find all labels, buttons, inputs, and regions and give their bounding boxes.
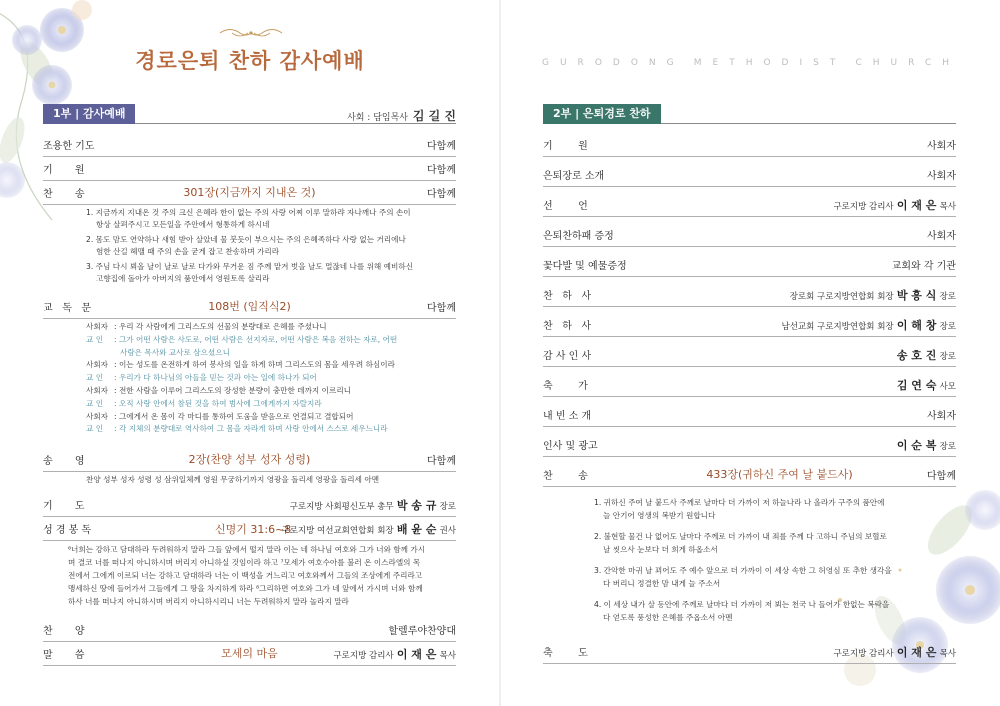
lyric-line: 4. 이 세상 내가 살 동안에 주께로 날마다 더 가까이 저 뵈는 천국 나 들어가 한없는 복락을 (594, 600, 890, 609)
lyric-line: 2. 불현할 물건 나 없어도 날마다 주께로 더 가까이 내 죄를 주께 다 고하니 주님의 보혈로 (594, 532, 887, 541)
row-label: 성 경 봉 독 (43, 525, 92, 536)
doxology-title: 2장(찬양 성부 성자 성령) (188, 453, 311, 466)
scripture-ref: 신명기 31:6~8 (215, 523, 292, 536)
row-prayer (43, 491, 456, 517)
row-label: 은퇴찬하패 증정 (543, 231, 614, 242)
row-label: 감 사 인 사 (543, 351, 592, 362)
hymn-title: 433장(귀하신 주여 날 붙드사) (706, 468, 853, 481)
row-label: 찬 하 사 (543, 291, 592, 302)
row-performer: 다함께 (427, 165, 456, 176)
part1-header (43, 104, 456, 124)
responsive-line: 사람은 목사와 교사로 삼으셨으니 (120, 347, 230, 357)
row-doxology (43, 446, 456, 472)
lyric-line: 다 얻도록 풍성한 은혜를 주옵소서 아멘 (603, 613, 733, 622)
responsive-line: 교 인 : 우리가 다 하나님의 아들을 믿는 것과 아는 일에 하나가 되어 (86, 373, 317, 383)
lyric-line: 고향집에 돌아가 아버지의 품안에서 영원토록 살리라 (96, 274, 270, 283)
title-ornament (218, 25, 284, 39)
row-label: 찬 송 (43, 189, 85, 200)
row-performer: 김 연 숙 사모 (896, 379, 956, 392)
row-label: 내 빈 소 개 (543, 411, 592, 422)
row-label: 송 영 (43, 456, 85, 467)
row-label: 인사 및 광고 (543, 441, 598, 452)
row-label: 찬 송 (543, 471, 588, 482)
row-performer: 구로지방 감리사 이 재 은 목사 (833, 646, 956, 659)
lyric-line: 늘 안기어 영생의 복받기 원합니다 (603, 511, 716, 520)
row-performer: 구로지방 여선교회연합회 회장 배 윤 순 권사 (281, 523, 456, 536)
verse-line: 전에서 그에게 이르되 너는 강하고 담대하라 너는 이 백성을 거느리고 여호와께서 그들의 조상에게 주리라고 (68, 571, 423, 580)
hymn-lyrics (86, 207, 426, 285)
sermon-title: 모세의 마음 (221, 647, 278, 660)
row-performer: 구로지방 감리사 이 재 은 목사 (333, 648, 456, 661)
row-hymn (543, 461, 956, 487)
lyric-line: 항상 살펴주시고 모든일을 주안에서 형통하게 하시네 (96, 220, 270, 229)
lyric-line: 험한 산길 헤맬 때 주의 손을 굳게 잡고 찬송하며 가리라 (96, 247, 280, 256)
lyric-line: 날 씻으사 눈보다 더 희게 하옵소서 (603, 545, 718, 554)
row-label: 교 독 문 (43, 303, 92, 314)
row-congratulation-1 (543, 281, 956, 307)
lyric-line: 1. 지금까지 지내온 것 주의 크신 은혜라 한이 없는 주의 사랑 어찌 이루 말하랴 자나깨나 주의 손이 (86, 208, 411, 217)
responsive-line: 사회자 : 그에게서 온 몸이 각 마디를 통하여 도움을 받음으로 연결되고 결합되어 (86, 411, 354, 421)
row-label: 선 언 (543, 201, 588, 212)
verse-line: 하사 너를 떠나지 아니하시며 버리지 아니하시리니 너는 두려워하지 말라 놀라지 말라 (68, 597, 349, 606)
responsive-line: 교 인 : 오직 사랑 안에서 참된 것을 하여 범사에 그에게까지 자랄지라 (86, 398, 322, 408)
church-word: GURODONG (542, 58, 685, 68)
row-scripture (43, 515, 456, 541)
host-prefix: 사회 : 담임목사 (347, 113, 408, 123)
lyric-line: 3. 간악한 마귀 날 꾀어도 주 예수 앞으로 더 가까이 이 세상 속한 그 허영심 또 추한 생각을 (594, 566, 892, 575)
row-label: 축 도 (543, 648, 588, 659)
responsive-line: 사회자 : 이는 성도를 온전하게 하여 봉사의 일을 하게 하며 그리스도의 몸을 세우려 하심이라 (86, 360, 395, 370)
responsive-line: 사회자 : 전한 사람을 이루어 그리스도의 장성한 분량이 충만한 데까지 이르리니 (86, 385, 352, 395)
row-label: 기 원 (543, 141, 588, 152)
lyric-line: 3. 주님 다시 뵈올 날이 날로 날로 다가와 무거운 짐 주께 맡겨 벗을 날도 멀잖네 나를 위해 예비하신 (86, 262, 414, 271)
row-label: 찬 양 (43, 626, 85, 637)
row-performer: 할렐루야찬양대 (388, 626, 456, 637)
row-performer: 사회자 (927, 231, 956, 242)
row-invocation (543, 131, 956, 157)
hymn-lyrics (594, 496, 934, 624)
row-guest-intro (543, 401, 956, 427)
church-word: METHODIST (693, 58, 847, 68)
row-performer: 다함께 (927, 471, 956, 482)
row-performer: 구로지방 감리사 이 재 은 목사 (833, 199, 956, 212)
church-name (542, 58, 960, 68)
row-performer: 송 호 진 장로 (896, 349, 956, 362)
row-announcements (543, 431, 956, 457)
doxology-line: 찬양 성부 성자 성령 성 삼위일체께 영원 무궁하기까지 영광을 돌리세 영광을 돌리세 아멘 (86, 475, 380, 484)
row-label: 기 원 (43, 165, 85, 176)
scripture-text (68, 543, 434, 608)
row-sermon (43, 640, 456, 666)
host-name: 김 길 진 (412, 109, 456, 123)
row-hymn (43, 179, 456, 205)
verse-line: 며 결코 너를 떠나지 아니하시며 버리지 아니하실 것임이라 하고 ⁷모세가 여호수아를 불러 온 이스라엘의 목 (68, 558, 421, 567)
page-title: 경로은퇴 찬하 감사예배 (135, 48, 365, 73)
row-label: 꽃다발 및 예물증정 (543, 261, 627, 272)
lyric-line: 다 버리니 정결한 맘 내게 늘 주소서 (603, 579, 721, 588)
row-plaque (543, 221, 956, 247)
responsive-reading-text (86, 321, 431, 436)
row-performer: 사회자 (927, 411, 956, 422)
verse-line: ⁶너희는 강하고 담대하라 두려워하지 말라 그들 앞에서 떨지 말라 이는 네 하나님 여호와 그가 너와 함께 가시 (68, 545, 426, 554)
row-performer: 다함께 (427, 189, 456, 200)
row-performer: 사회자 (927, 171, 956, 182)
part2-tag: 2부 | 은퇴경로 찬하 (543, 104, 661, 124)
row-label: 기 도 (43, 501, 85, 512)
responsive-line: 사회자 : 우리 각 사람에게 그리스도의 선물의 분량대로 은혜를 주셨나니 (86, 322, 327, 331)
row-performer: 다함께 (427, 303, 456, 314)
row-label: 말 씀 (43, 650, 85, 661)
part1-tag: 1부 | 감사예배 (43, 104, 135, 124)
row-special-song (543, 371, 956, 397)
row-performer: 구로지방 사회평신도부 총무 박 송 규 장로 (289, 499, 456, 512)
row-label: 찬 하 사 (543, 321, 592, 332)
doxology-text (86, 474, 431, 487)
row-flowers (543, 251, 956, 277)
responsive-line: 교 인 : 그가 어떤 사람은 사도로, 어떤 사람은 선지자로, 어떤 사람은 복음 전하는 자로, 어떤 (86, 334, 398, 344)
row-performer: 다함께 (427, 141, 456, 152)
row-thanks (543, 341, 956, 367)
row-declaration (543, 191, 956, 217)
host-line (347, 107, 456, 124)
row-performer: 이 순 복 장로 (896, 439, 956, 452)
church-word: CHURCH (855, 58, 960, 68)
verse-line: 맹세하신 땅에 들어가서 그들에게 그 땅을 차지하게 하라 ⁸그리하면 여호와 그가 네 앞에서 가시며 너와 함께 (68, 584, 423, 593)
lyric-line: 1. 귀하신 주여 날 붙드사 주께로 날마다 더 가까이 저 하늘나라 나 올라가 구주의 품안에 (594, 498, 885, 507)
row-performer: 다함께 (427, 456, 456, 467)
responsive-line: 교 인 : 각 지체의 분량대로 역사하여 그 몸을 자라게 하며 사랑 안에서 스스로 세우느니라 (86, 424, 388, 434)
row-label: 조용한 기도 (43, 141, 95, 152)
part2-header (543, 104, 956, 124)
row-anthem (43, 616, 456, 642)
row-performer: 사회자 (927, 141, 956, 152)
right-page (500, 0, 1000, 706)
row-invocation (43, 155, 456, 181)
lyric-line: 2. 몸도 맘도 연약하나 새힘 받아 살았네 물 붓듯이 부으시는 주의 은혜족하다 사랑 없는 거리에나 (86, 235, 406, 244)
row-responsive-reading (43, 293, 456, 319)
hymn-title: 301장(지금까지 지내온 것) (183, 186, 316, 199)
row-introduction (543, 161, 956, 187)
row-congratulation-2 (543, 311, 956, 337)
row-benediction (543, 638, 956, 664)
row-label: 은퇴장로 소개 (543, 171, 605, 182)
row-performer: 교회와 각 기관 (891, 261, 956, 272)
row-performer: 남선교회 구로지방연합회 회장 이 해 창 장로 (781, 319, 956, 332)
row-silent-prayer (43, 131, 456, 157)
row-performer: 장로회 구로지방연합회 회장 박 흥 식 장로 (789, 289, 956, 302)
reading-title: 108번 (임직식2) (208, 300, 291, 313)
row-label: 축 가 (543, 381, 588, 392)
